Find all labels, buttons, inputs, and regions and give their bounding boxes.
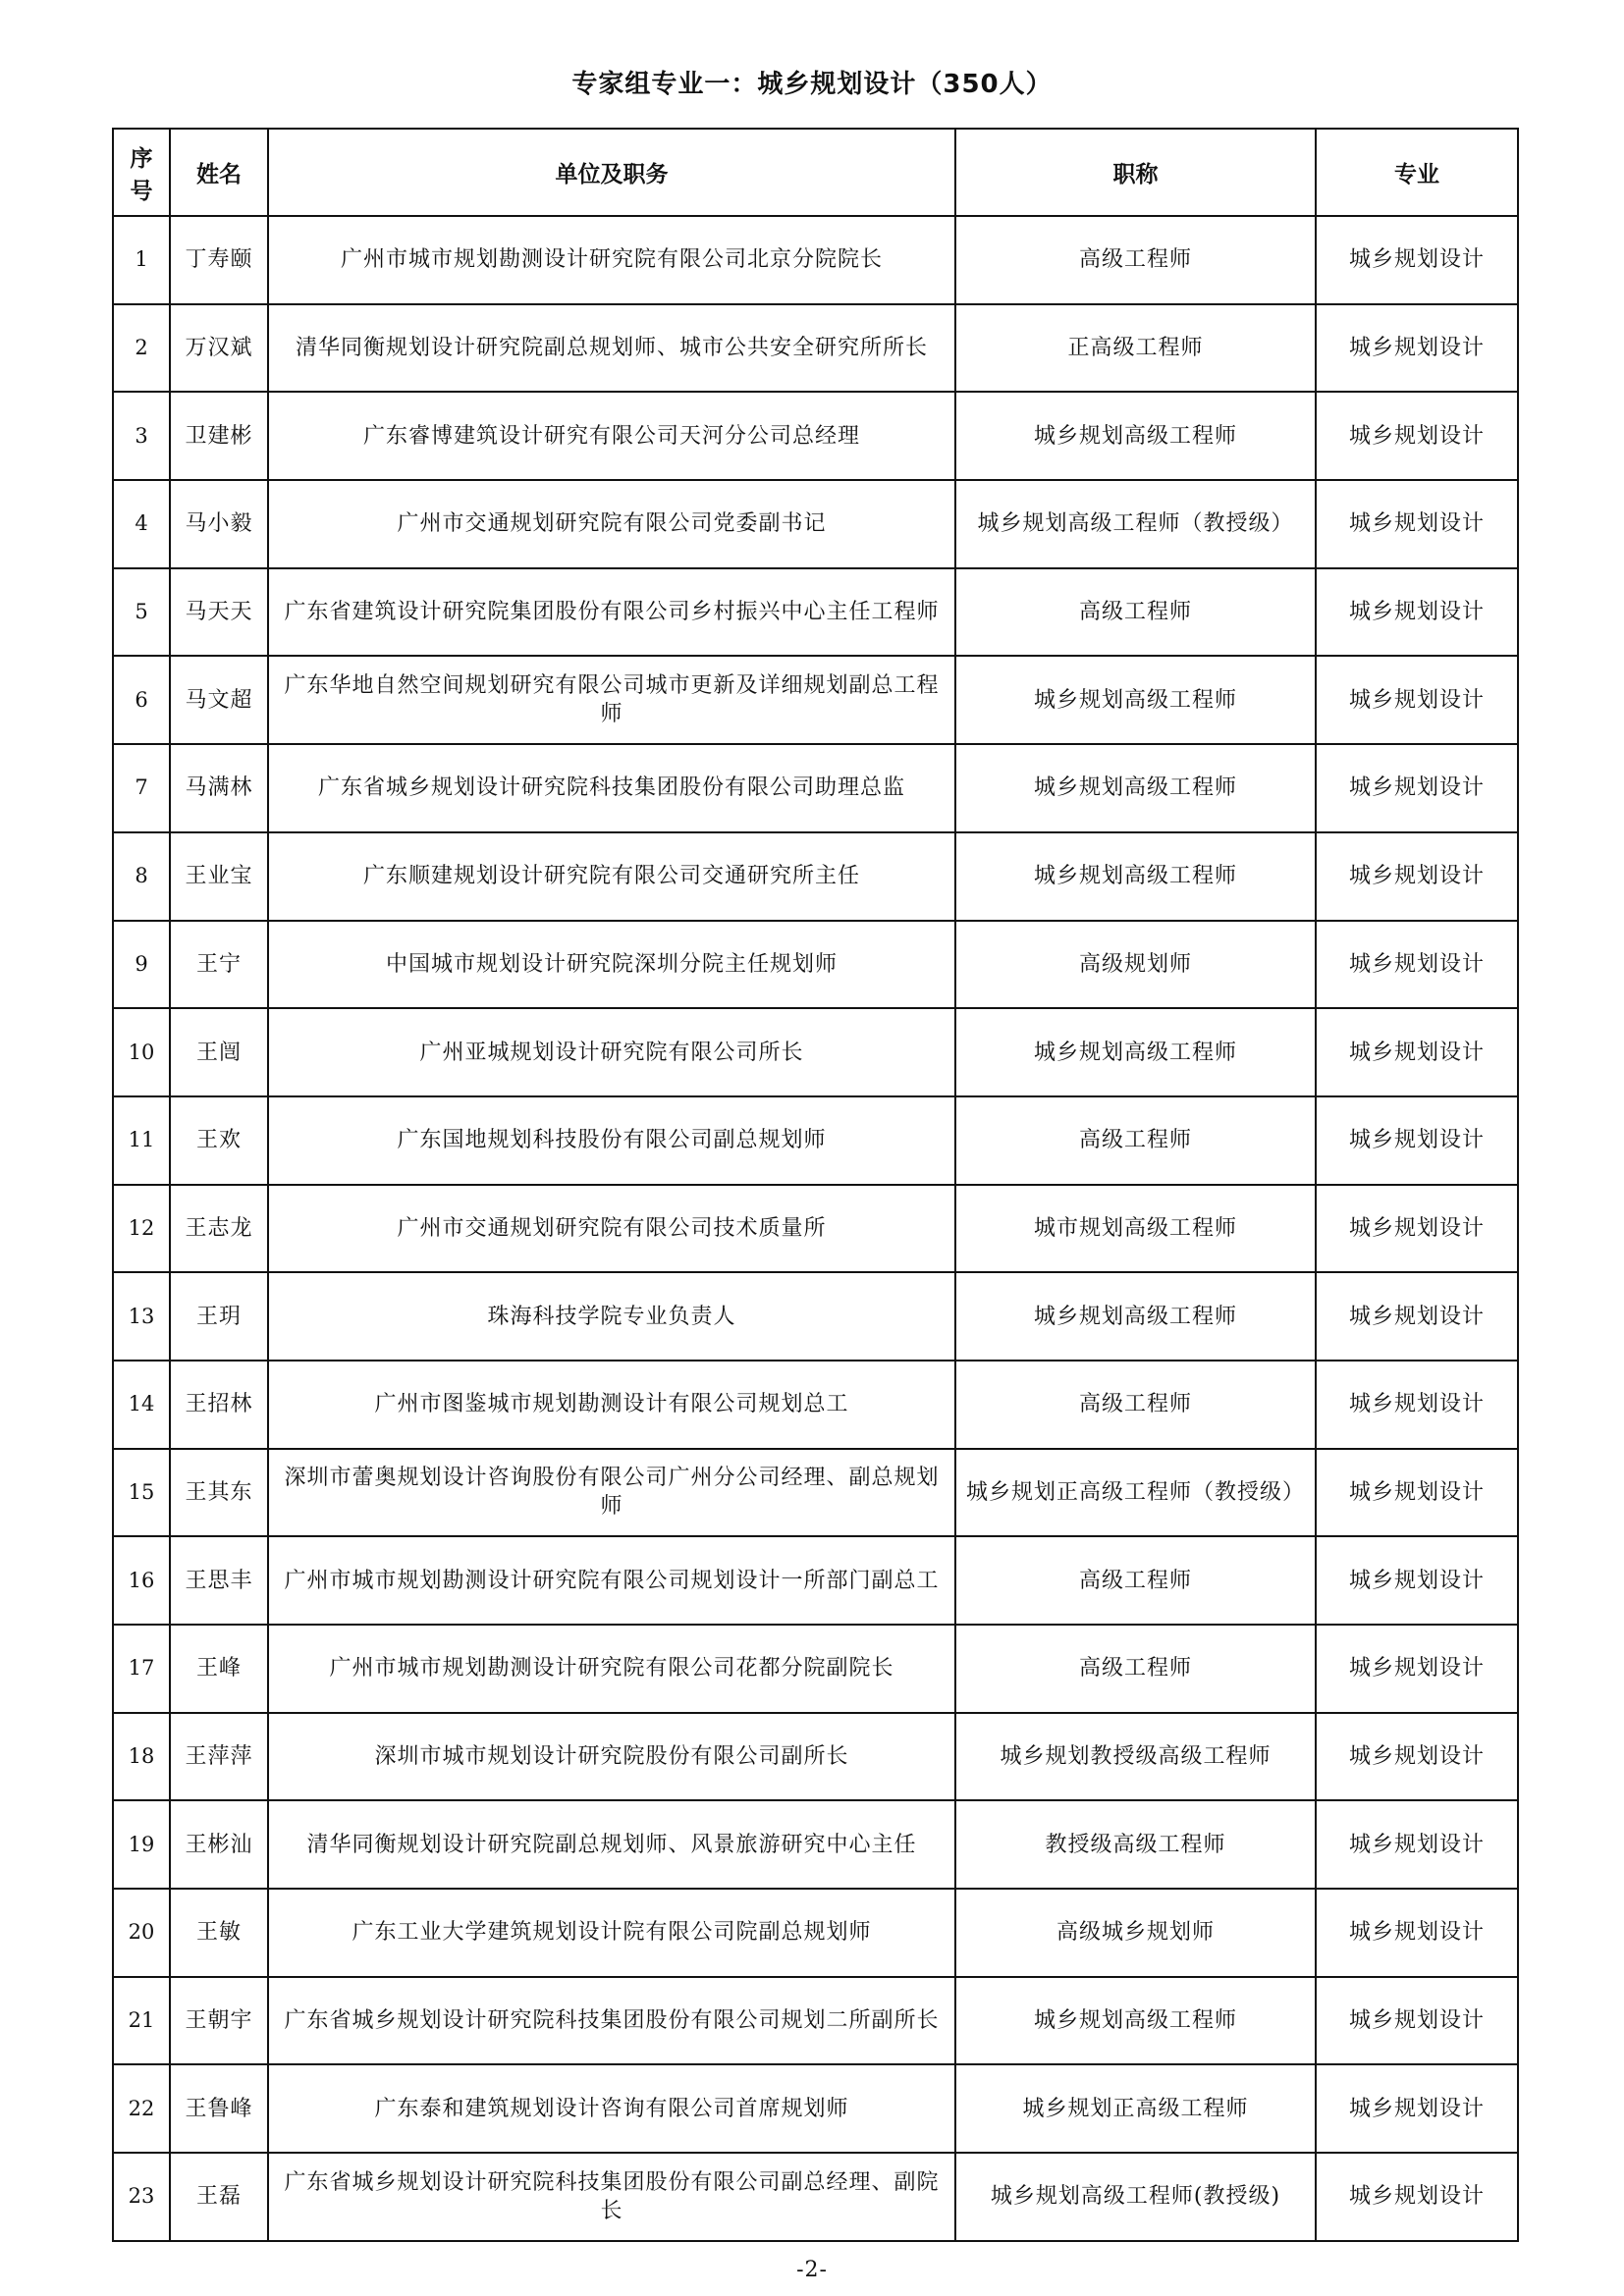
table-row (113, 2153, 1518, 2241)
cell-seq: 20 (113, 1889, 170, 1977)
table-row (113, 480, 1518, 568)
cell-major: 城乡规划设计 (1316, 2064, 1518, 2153)
cell-major: 城乡规划设计 (1316, 1449, 1518, 1537)
cell-unit: 广东国地规划科技股份有限公司副总规划师 (268, 1096, 955, 1185)
table-row (113, 832, 1518, 921)
page-title: 专家组专业一：城乡规划设计（350人） (571, 70, 1053, 99)
cell-name: 王萍萍 (170, 1713, 268, 1801)
cell-title: 高级工程师 (955, 1361, 1316, 1449)
cell-major: 城乡规划设计 (1316, 1361, 1518, 1449)
cell-title: 高级工程师 (955, 1536, 1316, 1625)
table-row (113, 568, 1518, 657)
cell-seq: 21 (113, 1977, 170, 2065)
table-row (113, 1361, 1518, 1449)
cell-name: 万汉斌 (170, 304, 268, 393)
cell-unit: 清华同衡规划设计研究院副总规划师、城市公共安全研究所所长 (268, 304, 955, 393)
table-row (113, 392, 1518, 480)
cell-major: 城乡规划设计 (1316, 1536, 1518, 1625)
cell-major: 城乡规划设计 (1316, 744, 1518, 832)
cell-seq: 12 (113, 1185, 170, 1273)
cell-name: 王思丰 (170, 1536, 268, 1625)
cell-unit: 深圳市蕾奥规划设计咨询股份有限公司广州分公司经理、副总规划师 (268, 1449, 955, 1537)
cell-title: 城乡规划高级工程师 (955, 832, 1316, 921)
cell-title: 城乡规划教授级高级工程师 (955, 1713, 1316, 1801)
cell-name: 丁寿颐 (170, 216, 268, 304)
table-row (113, 744, 1518, 832)
cell-major: 城乡规划设计 (1316, 1096, 1518, 1185)
cell-title: 城乡规划高级工程师(教授级) (955, 2153, 1316, 2241)
cell-unit: 广东睿博建筑设计研究有限公司天河分公司总经理 (268, 392, 955, 480)
cell-seq: 13 (113, 1272, 170, 1361)
table-row (113, 1800, 1518, 1889)
cell-major: 城乡规划设计 (1316, 1625, 1518, 1713)
cell-unit: 广州市交通规划研究院有限公司技术质量所 (268, 1185, 955, 1273)
cell-seq: 15 (113, 1449, 170, 1537)
cell-seq: 17 (113, 1625, 170, 1713)
table-row (113, 1889, 1518, 1977)
cell-major: 城乡规划设计 (1316, 1272, 1518, 1361)
cell-title: 城乡规划高级工程师 (955, 1977, 1316, 2065)
cell-name: 王玥 (170, 1272, 268, 1361)
cell-name: 王欢 (170, 1096, 268, 1185)
cell-major: 城乡规划设计 (1316, 832, 1518, 921)
cell-unit: 珠海科技学院专业负责人 (268, 1272, 955, 1361)
cell-seq: 2 (113, 304, 170, 393)
cell-name: 王峰 (170, 1625, 268, 1713)
cell-seq: 19 (113, 1800, 170, 1889)
cell-title: 高级工程师 (955, 1625, 1316, 1713)
cell-unit: 广东省城乡规划设计研究院科技集团股份有限公司规划二所副所长 (268, 1977, 955, 2065)
header-unit: 单位及职务 (268, 129, 955, 216)
cell-seq: 22 (113, 2064, 170, 2153)
cell-title: 教授级高级工程师 (955, 1800, 1316, 1889)
cell-unit: 广东华地自然空间规划研究有限公司城市更新及详细规划副总工程师 (268, 656, 955, 744)
cell-title: 高级规划师 (955, 921, 1316, 1009)
cell-major: 城乡规划设计 (1316, 1977, 1518, 2065)
cell-name: 王业宝 (170, 832, 268, 921)
cell-unit: 广州市城市规划勘测设计研究院有限公司规划设计一所部门副总工 (268, 1536, 955, 1625)
cell-name: 王宁 (170, 921, 268, 1009)
cell-major: 城乡规划设计 (1316, 216, 1518, 304)
table-row (113, 304, 1518, 393)
cell-title: 城乡规划高级工程师 (955, 1008, 1316, 1096)
cell-major: 城乡规划设计 (1316, 921, 1518, 1009)
cell-unit: 广东顺建规划设计研究院有限公司交通研究所主任 (268, 832, 955, 921)
cell-seq: 5 (113, 568, 170, 657)
table-row (113, 216, 1518, 304)
cell-name: 王闿 (170, 1008, 268, 1096)
cell-name: 王其东 (170, 1449, 268, 1537)
cell-title: 城乡规划正高级工程师（教授级） (955, 1449, 1316, 1537)
table-row (113, 1008, 1518, 1096)
table-row (113, 1713, 1518, 1801)
cell-seq: 18 (113, 1713, 170, 1801)
cell-title: 高级城乡规划师 (955, 1889, 1316, 1977)
cell-major: 城乡规划设计 (1316, 480, 1518, 568)
cell-unit: 广东工业大学建筑规划设计院有限公司院副总规划师 (268, 1889, 955, 1977)
cell-name: 王志龙 (170, 1185, 268, 1273)
cell-title: 正高级工程师 (955, 304, 1316, 393)
cell-unit: 广州市城市规划勘测设计研究院有限公司花都分院副院长 (268, 1625, 955, 1713)
cell-seq: 11 (113, 1096, 170, 1185)
expert-roster-table (112, 128, 1519, 2242)
cell-title: 高级工程师 (955, 568, 1316, 657)
cell-seq: 4 (113, 480, 170, 568)
cell-title: 城乡规划正高级工程师 (955, 2064, 1316, 2153)
cell-name: 王彬汕 (170, 1800, 268, 1889)
cell-major: 城乡规划设计 (1316, 568, 1518, 657)
cell-title: 高级工程师 (955, 1096, 1316, 1185)
cell-major: 城乡规划设计 (1316, 1800, 1518, 1889)
page-number: -2- (796, 2258, 828, 2282)
cell-seq: 10 (113, 1008, 170, 1096)
cell-seq: 16 (113, 1536, 170, 1625)
table-row (113, 1536, 1518, 1625)
cell-unit: 广东省城乡规划设计研究院科技集团股份有限公司副总经理、副院长 (268, 2153, 955, 2241)
header-major: 专业 (1316, 129, 1518, 216)
cell-major: 城乡规划设计 (1316, 392, 1518, 480)
cell-major: 城乡规划设计 (1316, 1889, 1518, 1977)
cell-seq: 3 (113, 392, 170, 480)
cell-major: 城乡规划设计 (1316, 1185, 1518, 1273)
cell-title: 城市规划高级工程师 (955, 1185, 1316, 1273)
header-title: 职称 (955, 129, 1316, 216)
cell-seq: 14 (113, 1361, 170, 1449)
cell-unit: 广州市交通规划研究院有限公司党委副书记 (268, 480, 955, 568)
cell-title: 城乡规划高级工程师 (955, 744, 1316, 832)
cell-name: 马小毅 (170, 480, 268, 568)
cell-seq: 1 (113, 216, 170, 304)
table-row (113, 1625, 1518, 1713)
table-row (113, 1272, 1518, 1361)
cell-unit: 广州市城市规划勘测设计研究院有限公司北京分院院长 (268, 216, 955, 304)
cell-unit: 广东泰和建筑规划设计咨询有限公司首席规划师 (268, 2064, 955, 2153)
cell-seq: 8 (113, 832, 170, 921)
cell-unit: 清华同衡规划设计研究院副总规划师、风景旅游研究中心主任 (268, 1800, 955, 1889)
table-row (113, 2064, 1518, 2153)
cell-title: 城乡规划高级工程师（教授级） (955, 480, 1316, 568)
table-row (113, 1185, 1518, 1273)
table-row (113, 656, 1518, 744)
cell-unit: 广州亚城规划设计研究院有限公司所长 (268, 1008, 955, 1096)
cell-name: 王敏 (170, 1889, 268, 1977)
cell-unit: 广东省城乡规划设计研究院科技集团股份有限公司助理总监 (268, 744, 955, 832)
header-seq: 序号 (113, 129, 170, 216)
cell-title: 高级工程师 (955, 216, 1316, 304)
table-body (113, 216, 1518, 2241)
cell-name: 马文超 (170, 656, 268, 744)
table-row (113, 921, 1518, 1009)
cell-major: 城乡规划设计 (1316, 1008, 1518, 1096)
cell-name: 王朝宇 (170, 1977, 268, 2065)
cell-major: 城乡规划设计 (1316, 2153, 1518, 2241)
cell-name: 王磊 (170, 2153, 268, 2241)
header-name: 姓名 (170, 129, 268, 216)
cell-unit: 广州市图鉴城市规划勘测设计有限公司规划总工 (268, 1361, 955, 1449)
cell-name: 马满林 (170, 744, 268, 832)
cell-seq: 23 (113, 2153, 170, 2241)
cell-name: 王鲁峰 (170, 2064, 268, 2153)
cell-unit: 广东省建筑设计研究院集团股份有限公司乡村振兴中心主任工程师 (268, 568, 955, 657)
cell-seq: 7 (113, 744, 170, 832)
cell-major: 城乡规划设计 (1316, 656, 1518, 744)
cell-name: 王招林 (170, 1361, 268, 1449)
cell-title: 城乡规划高级工程师 (955, 392, 1316, 480)
cell-title: 城乡规划高级工程师 (955, 1272, 1316, 1361)
cell-seq: 6 (113, 656, 170, 744)
cell-name: 卫建彬 (170, 392, 268, 480)
cell-unit: 深圳市城市规划设计研究院股份有限公司副所长 (268, 1713, 955, 1801)
cell-unit: 中国城市规划设计研究院深圳分院主任规划师 (268, 921, 955, 1009)
table-row (113, 1977, 1518, 2065)
table-row (113, 1449, 1518, 1537)
cell-title: 城乡规划高级工程师 (955, 656, 1316, 744)
cell-seq: 9 (113, 921, 170, 1009)
table-row (113, 1096, 1518, 1185)
table-header-row (113, 129, 1518, 216)
cell-major: 城乡规划设计 (1316, 1713, 1518, 1801)
cell-name: 马天天 (170, 568, 268, 657)
cell-major: 城乡规划设计 (1316, 304, 1518, 393)
